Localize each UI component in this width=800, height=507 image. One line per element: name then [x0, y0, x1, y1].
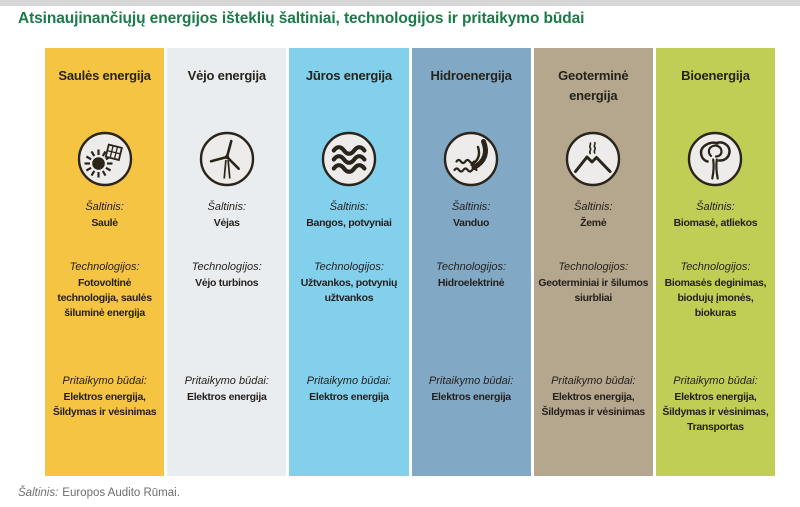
- sun-solar-panel-icon: [76, 130, 134, 188]
- wind-turbine-icon: [198, 130, 256, 188]
- column-juros-energija: [289, 48, 408, 476]
- column-title: Bioenergija: [681, 68, 750, 83]
- column-title: Vėjo energija: [187, 68, 266, 83]
- column-geotermine-energija: [534, 48, 653, 476]
- dam-icon: [442, 130, 500, 188]
- applications-label: Pritaikymo būdai:: [673, 375, 758, 387]
- column-title: Saulės energija: [58, 68, 151, 83]
- source-label: Šaltinis:: [574, 201, 613, 213]
- source-value: Vėjas: [213, 216, 240, 229]
- applications-label: Pritaikymo būdai:: [551, 375, 636, 387]
- applications-label: Pritaikymo būdai:: [306, 375, 392, 387]
- energy-columns: [45, 48, 775, 476]
- source-label: Šaltinis:: [696, 201, 735, 213]
- technologies-value: Užtvankos, potvynių užtvankos: [300, 276, 398, 305]
- top-border-strip: [0, 0, 800, 6]
- source-value: Bangos, potvyniai: [306, 216, 392, 229]
- technologies-label: Technologijos:: [436, 261, 507, 273]
- applications-value: Elektros energija, Šildymas ir vėsinimas: [52, 390, 157, 419]
- source-value: Žemė: [580, 216, 607, 229]
- column-saules-energija: [45, 48, 164, 476]
- applications-label: Pritaikymo būdai:: [62, 375, 147, 387]
- technologies-value: Hidroelektrinė: [437, 276, 505, 289]
- source-label: Šaltinis:: [329, 201, 369, 213]
- column-vejo-energija: [167, 48, 286, 476]
- column-bioenergija: [656, 48, 775, 476]
- source-attribution: [18, 487, 180, 499]
- footer-source-text: Europos Audito Rūmai.: [62, 487, 180, 499]
- technologies-value: Geoterminiai ir šilumos siurbliai: [538, 276, 649, 305]
- applications-label: Pritaikymo būdai:: [428, 375, 514, 387]
- applications-value: Elektros energija: [309, 390, 389, 403]
- column-title: Hidroenergija: [430, 68, 512, 83]
- technologies-label: Technologijos:: [558, 261, 629, 273]
- technologies-label: Technologijos:: [191, 261, 262, 273]
- technologies-label: Technologijos:: [680, 261, 751, 273]
- sea-waves-icon: [320, 130, 378, 188]
- applications-value: Elektros energija: [186, 390, 267, 403]
- technologies-label: Technologijos:: [313, 261, 384, 273]
- footer-source-label: Šaltinis:: [18, 487, 59, 499]
- technologies-value: Fotovoltinė technologija, saulės šiluminė energija: [57, 276, 152, 320]
- column-title: Jūros energija: [305, 68, 392, 83]
- page-title: Atsinaujinančiųjų energijos išteklių šaltiniai, technologijos ir pritaikymo būdai: [18, 10, 585, 27]
- technologies-value: Biomasės deginimas, biodujų įmonės, biokuras: [664, 276, 767, 320]
- technologies-value: Vėjo turbinos: [195, 276, 259, 289]
- source-value: Biomasė, atliekos: [673, 216, 758, 229]
- applications-value: Elektros energija, Šildymas ir vėsinimas, Transportas: [662, 390, 769, 434]
- source-value: Vanduo: [453, 216, 490, 229]
- column-hidroenergija: [412, 48, 531, 476]
- technologies-label: Technologijos:: [69, 261, 140, 273]
- source-label: Šaltinis:: [207, 201, 247, 213]
- source-label: Šaltinis:: [451, 201, 491, 213]
- source-value: Saulė: [91, 216, 118, 229]
- applications-label: Pritaikymo būdai:: [184, 375, 269, 387]
- volcano-icon: [564, 130, 622, 188]
- source-label: Šaltinis:: [85, 201, 124, 213]
- applications-value: Elektros energija: [431, 390, 511, 403]
- column-title: Geoterminė energija: [558, 68, 629, 103]
- applications-value: Elektros energija, Šildymas ir vėsinimas: [541, 390, 645, 419]
- tree-icon: [686, 130, 744, 188]
